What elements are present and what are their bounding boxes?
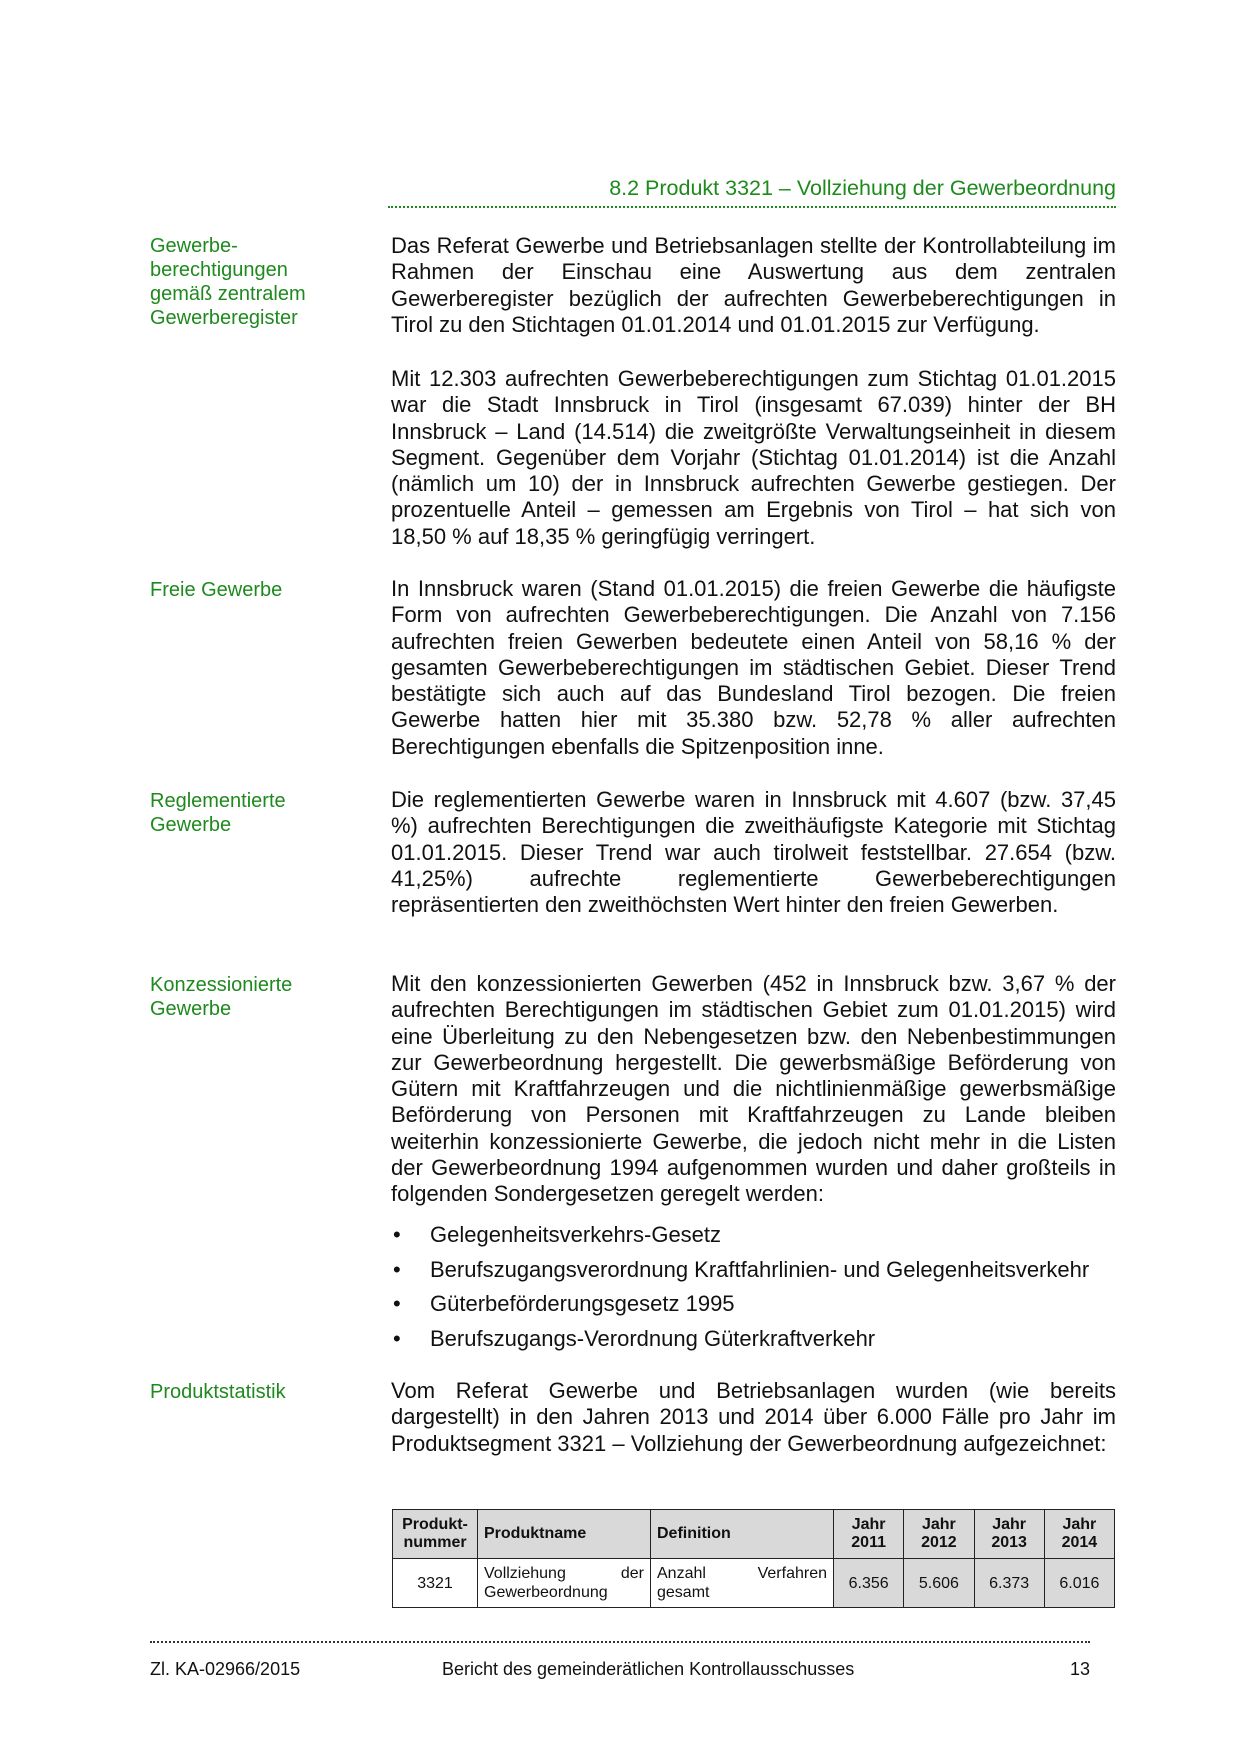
margin-label: Gewerbe- berechtigungen gemäß zentralem Gewerberegister [150,235,306,329]
cell-value-2014: 6.016 [1044,1559,1114,1608]
paragraph: In Innsbruck waren (Stand 01.01.2015) die freien Gewerbe die häufigste Form von aufrechten Gewerbeberechtigungen. Die Anzahl von 7.156 aufrechten freien Gewerben bedeutete einen Anteil von 58,16 % der gesamten Gewerbeberechtigungen im städtischen Gebiet. Dieser Trend bestätigte sich auch auf das Bundesland Tirol bezogen. Die freien Gewerbe hatten hier mit 35.380 bzw. 52,78 % aller aufrechten Berechtigungen ebenfalls die Spitzenposition inne. [391,576,1116,759]
bullet-list [391,1222,1116,1360]
table-header-row [393,1510,1115,1559]
margin-label: Reglementierte Gewerbe [150,790,286,836]
column-header: Jahr 2013 [974,1510,1044,1559]
margin-label: Freie Gewerbe [150,579,283,601]
column-header: Jahr 2012 [904,1510,974,1559]
product-statistics-table [392,1509,1115,1608]
paragraph: Das Referat Gewerbe und Betriebsanlagen stellte der Kontrollabteilung im Rahmen der Einschau eine Auswertung aus dem zentralen Gewerberegister bezüglich der aufrechten Gewerbeberechtigungen in Tirol zu den Stichtagen 01.01.2014 und 01.01.2015 zur Verfügung. [391,233,1116,337]
footer-title: Bericht des gemeinderätlichen Kontrollausschusses [442,1659,855,1679]
column-header: Definition [651,1510,834,1559]
column-header: Produkt- nummer [393,1510,478,1559]
cell-definition: Anzahl Verfahren gesamt [651,1559,834,1608]
margin-label: Produktstatistik [150,1381,286,1403]
header-divider [388,206,1116,208]
cell-value-2013: 6.373 [974,1559,1044,1608]
cell-product-number: 3321 [393,1559,478,1608]
section-header: 8.2 Produkt 3321 – Vollziehung der Gewerbeordnung [609,176,1116,200]
footer-reference: Zl. KA-02966/2015 [150,1659,301,1679]
cell-product-name: Vollziehung der Gewerbeordnung [478,1559,651,1608]
cell-value-2012: 5.606 [904,1559,974,1608]
paragraph: Die reglementierten Gewerbe waren in Innsbruck mit 4.607 (bzw. 37,45 %) aufrechten Berechtigungen die zweithäufigste Kategorie mit Stichtag 01.01.2015. Dieser Trend war auch tirolweit feststellbar. 27.654 (bzw. 41,25%) aufrechte reglementierte Gewerbeberechtigungen repräsentierten den zweithöchsten Wert hinter den freien Gewerben. [391,787,1116,918]
column-header: Jahr 2011 [834,1510,904,1559]
page-number: 13 [1070,1659,1091,1679]
paragraph: Mit den konzessionierten Gewerben (452 in Innsbruck bzw. 3,67 % der aufrechten Berechtigungen im städtischen Gebiet zum 01.01.2015) wird eine Überleitung zu den Nebengesetzen bzw. den Nebenbestimmungen zur Gewerbeordnung hergestellt. Die gewerbsmäßige Beförderung von Gütern mit Kraftfahrzeugen und die nichtlinienmäßige gewerbsmäßige Beförderung von Personen mit Kraftfahrzeugen zu Lande bleiben weiterhin konzessionierte Gewerbe, die jedoch nicht mehr in die Listen der Gewerbeordnung 1994 aufgenommen wurden und daher großteils in folgenden Sondergesetzen geregelt werden: [391,971,1116,1207]
paragraph: Vom Referat Gewerbe und Betriebsanlagen wurden (wie bereits dargestellt) in den Jahren 2013 und 2014 über 6.000 Fälle pro Jahr im Produktsegment 3321 – Vollziehung der Gewerbeordnung aufgezeichnet: [391,1378,1116,1456]
footer-divider [150,1641,1090,1643]
column-header: Produktname [478,1510,651,1559]
list-item: • Berufszugangsverordnung Kraftfahrlinien- und Gelegenheitsverkehr [393,1256,1090,1282]
cell-value-2011: 6.356 [834,1559,904,1608]
list-item: • Güterbeförderungsgesetz 1995 [393,1291,735,1317]
column-header: Jahr 2014 [1044,1510,1114,1559]
list-item: • Berufszugangs-Verordnung Güterkraftverkehr [393,1325,876,1351]
paragraph: Mit 12.303 aufrechten Gewerbeberechtigungen zum Stichtag 01.01.2015 war die Stadt Innsbruck in Tirol (insgesamt 67.039) hinter der BH Innsbruck – Land (14.514) die zweitgrößte Verwaltungseinheit in diesem Segment. Gegenüber dem Vorjahr (Stichtag 01.01.2014) ist die Anzahl (nämlich um 10) der in Innsbruck aufrechten Gewerbe gestiegen. Der prozentuelle Anteil – gemessen am Ergebnis von Tirol – hat sich von 18,50 % auf 18,35 % geringfügig verringert. [391,366,1116,549]
table-row [393,1559,1115,1608]
list-item: • Gelegenheitsverkehrs-Gesetz [393,1222,722,1247]
margin-label: Konzessionierte Gewerbe [150,974,293,1020]
